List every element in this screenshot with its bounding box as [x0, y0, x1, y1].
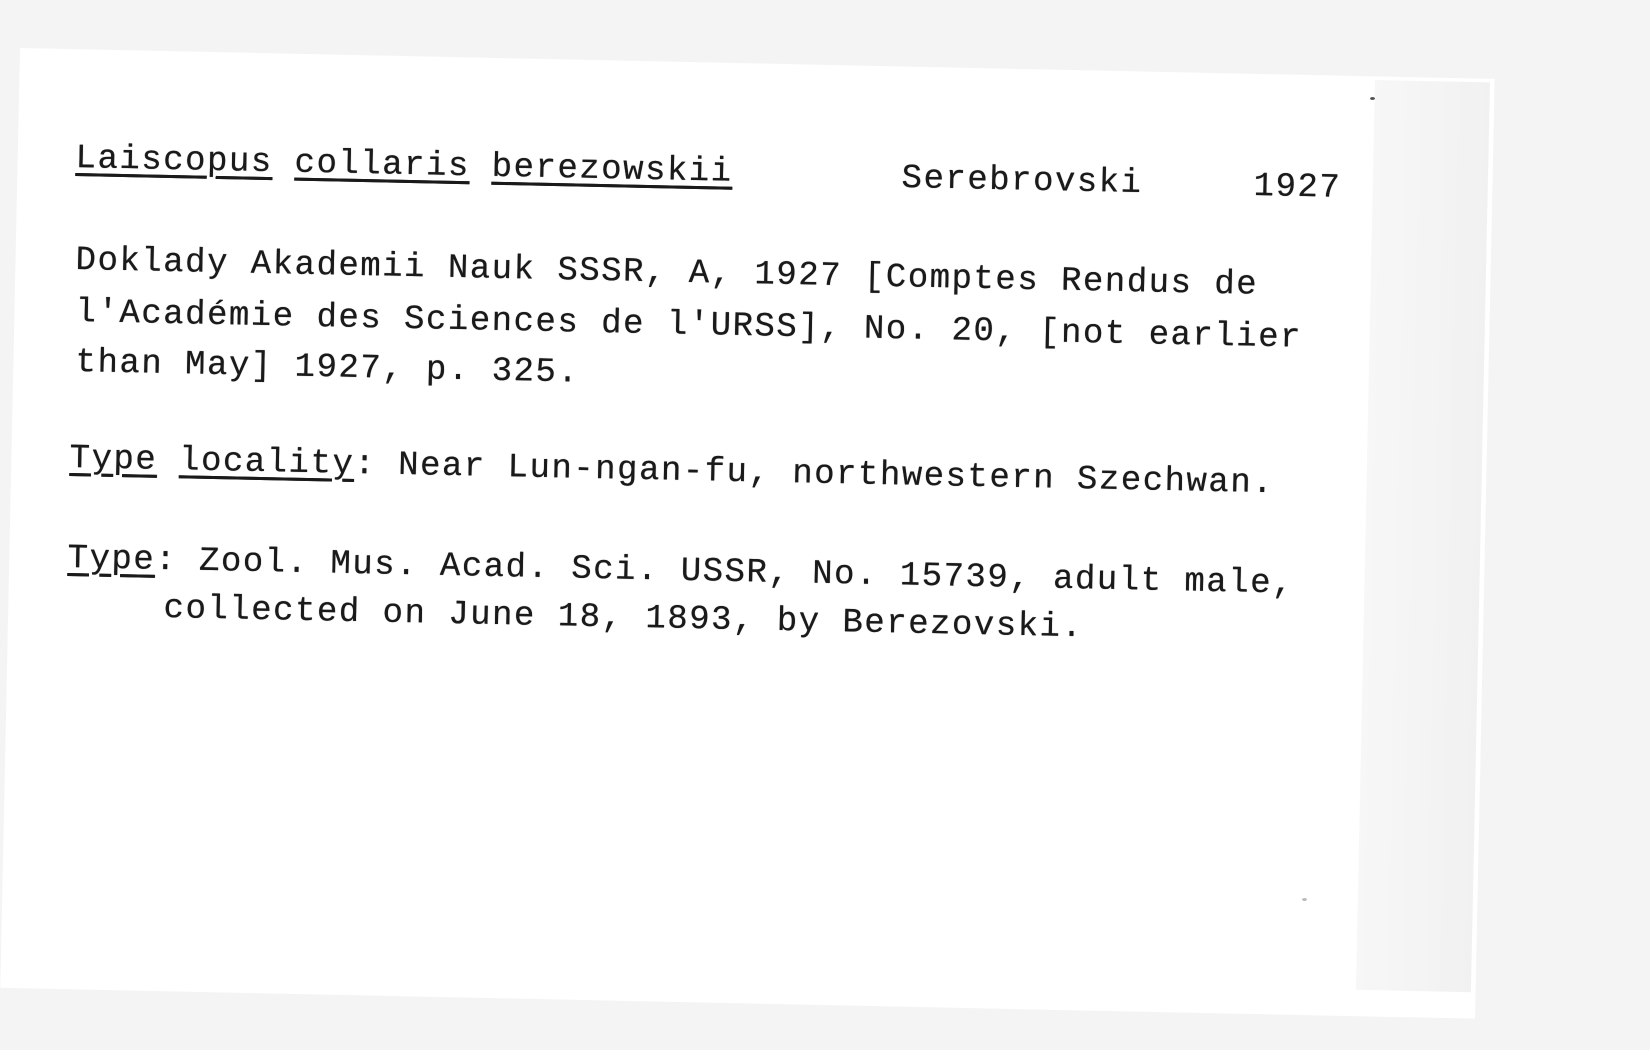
- publication-year: 1927: [1253, 168, 1342, 208]
- type-locality-label-type: Type: [69, 440, 158, 480]
- author-name: Serebrovski: [901, 160, 1143, 204]
- type-label: Type: [67, 540, 156, 580]
- type-line-2: collected on June 18, 1893, by Berezovski.: [163, 590, 1084, 648]
- type-colon: :: [154, 541, 178, 581]
- citation-line-2: l'Académie des Sciences de l'URSS], No. 20, [not earlier: [75, 294, 1303, 358]
- genus-name: Laiscopus: [75, 140, 274, 183]
- citation-line-3: than May] 1927, p. 325.: [75, 344, 580, 393]
- card-shadow-edge: [1356, 80, 1490, 992]
- subspecies-name: berezowskii: [491, 148, 733, 192]
- type-text-line-1: Zool. Mus. Acad. Sci. USSR, No. 15739, adult male,: [176, 542, 1295, 604]
- paper-speck: [1302, 898, 1307, 901]
- type-locality-colon: :: [353, 445, 377, 485]
- type-locality-text: Near Lun-ngan-fu, northwestern Szechwan.: [375, 446, 1275, 504]
- citation-line-1: Doklady Akademii Nauk SSSR, A, 1927 [Comptes Rendus de: [75, 242, 1259, 305]
- species-name: collaris: [294, 144, 471, 187]
- type-locality-label-locality: locality: [178, 442, 355, 484]
- paper-speck: [1370, 97, 1375, 100]
